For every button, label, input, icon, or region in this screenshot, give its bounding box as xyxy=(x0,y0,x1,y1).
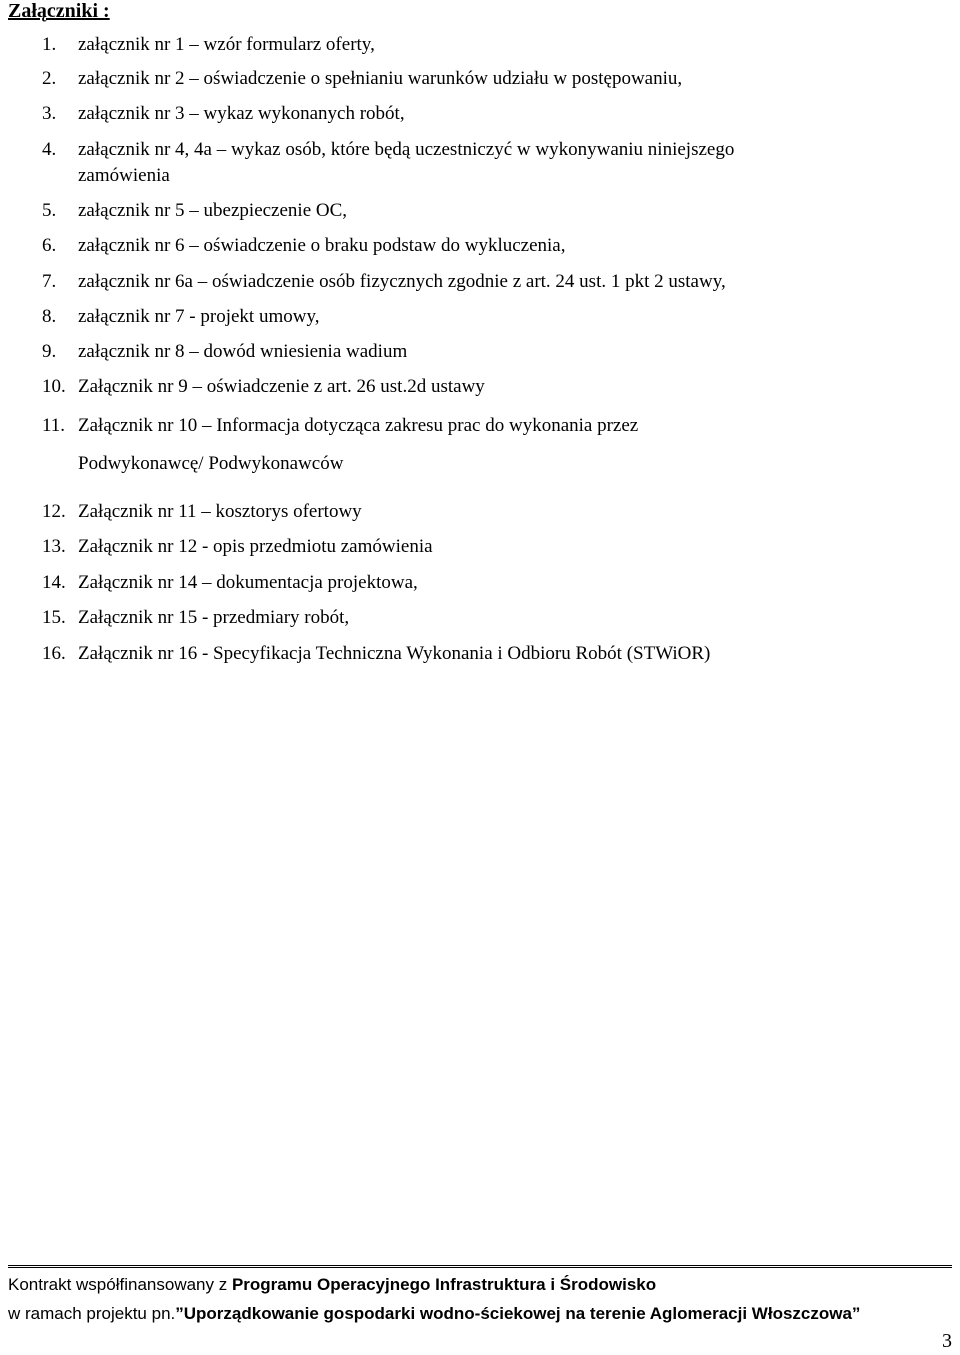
item-number: 9. xyxy=(42,341,57,362)
footer-line-1 xyxy=(8,1275,656,1295)
item-number: 4. xyxy=(42,139,57,160)
item-number: 10. xyxy=(42,376,66,397)
item-text: załącznik nr 2 – oświadczenie o spełnianiu warunków udziału w postępowaniu, xyxy=(78,68,683,89)
page-number: 3 xyxy=(942,1330,952,1352)
item-text: Załącznik nr 15 - przedmiary robót, xyxy=(78,607,350,628)
item-number: 7. xyxy=(42,271,57,292)
item-number: 16. xyxy=(42,643,66,664)
footer-text: Kontrakt współfinansowany z xyxy=(8,1275,232,1294)
item-text: załącznik nr 4, 4a – wykaz osób, które będą uczestniczyć w wykonywaniu niniejszego xyxy=(78,139,735,160)
item-number: 8. xyxy=(42,306,57,327)
item-number: 2. xyxy=(42,68,57,89)
item-text: Załącznik nr 10 – Informacja dotycząca zakresu prac do wykonania przez xyxy=(78,415,639,436)
footer-divider xyxy=(8,1265,952,1268)
item-text: załącznik nr 8 – dowód wniesienia wadium xyxy=(78,341,408,362)
footer-line-2 xyxy=(8,1304,860,1324)
item-number: 1. xyxy=(42,34,57,55)
item-number: 13. xyxy=(42,536,66,557)
item-number: 5. xyxy=(42,200,57,221)
item-number: 11. xyxy=(42,415,66,436)
item-number: 12. xyxy=(42,501,66,522)
item-text-continued: Podwykonawcę/ Podwykonawców xyxy=(78,453,344,474)
item-text: załącznik nr 3 – wykaz wykonanych robót, xyxy=(78,103,405,124)
footer-program-name: Programu Operacyjnego Infrastruktura i Środowisko xyxy=(231,1275,657,1294)
item-text: Załącznik nr 14 – dokumentacja projektowa, xyxy=(78,572,418,593)
item-text: załącznik nr 6 – oświadczenie o braku podstaw do wykluczenia, xyxy=(78,235,566,256)
item-text: załącznik nr 7 - projekt umowy, xyxy=(78,306,320,327)
item-text: załącznik nr 6a – oświadczenie osób fizycznych zgodnie z art. 24 ust. 1 pkt 2 ustawy, xyxy=(78,271,726,292)
item-number: 6. xyxy=(42,235,57,256)
item-text: Załącznik nr 11 – kosztorys ofertowy xyxy=(78,501,362,522)
item-number: 14. xyxy=(42,572,66,593)
page-title: Załączniki : xyxy=(8,0,110,22)
item-number: 15. xyxy=(42,607,66,628)
footer-project-name: ”Uporządkowanie gospodarki wodno-ściekowej na terenie Aglomeracji Włoszczowa” xyxy=(175,1304,861,1323)
item-text: Załącznik nr 12 - opis przedmiotu zamówienia xyxy=(78,536,433,557)
item-number: 3. xyxy=(42,103,57,124)
footer-text: w ramach projektu pn. xyxy=(8,1304,176,1323)
item-text: Załącznik nr 9 – oświadczenie z art. 26 ust.2d ustawy xyxy=(78,376,485,397)
item-text-continued: zamówienia xyxy=(78,165,170,186)
item-text: Załącznik nr 16 - Specyfikacja Techniczna Wykonania i Odbioru Robót (STWiOR) xyxy=(78,643,711,664)
item-text: załącznik nr 1 – wzór formularz oferty, xyxy=(78,34,375,55)
item-text: załącznik nr 5 – ubezpieczenie OC, xyxy=(78,200,348,221)
